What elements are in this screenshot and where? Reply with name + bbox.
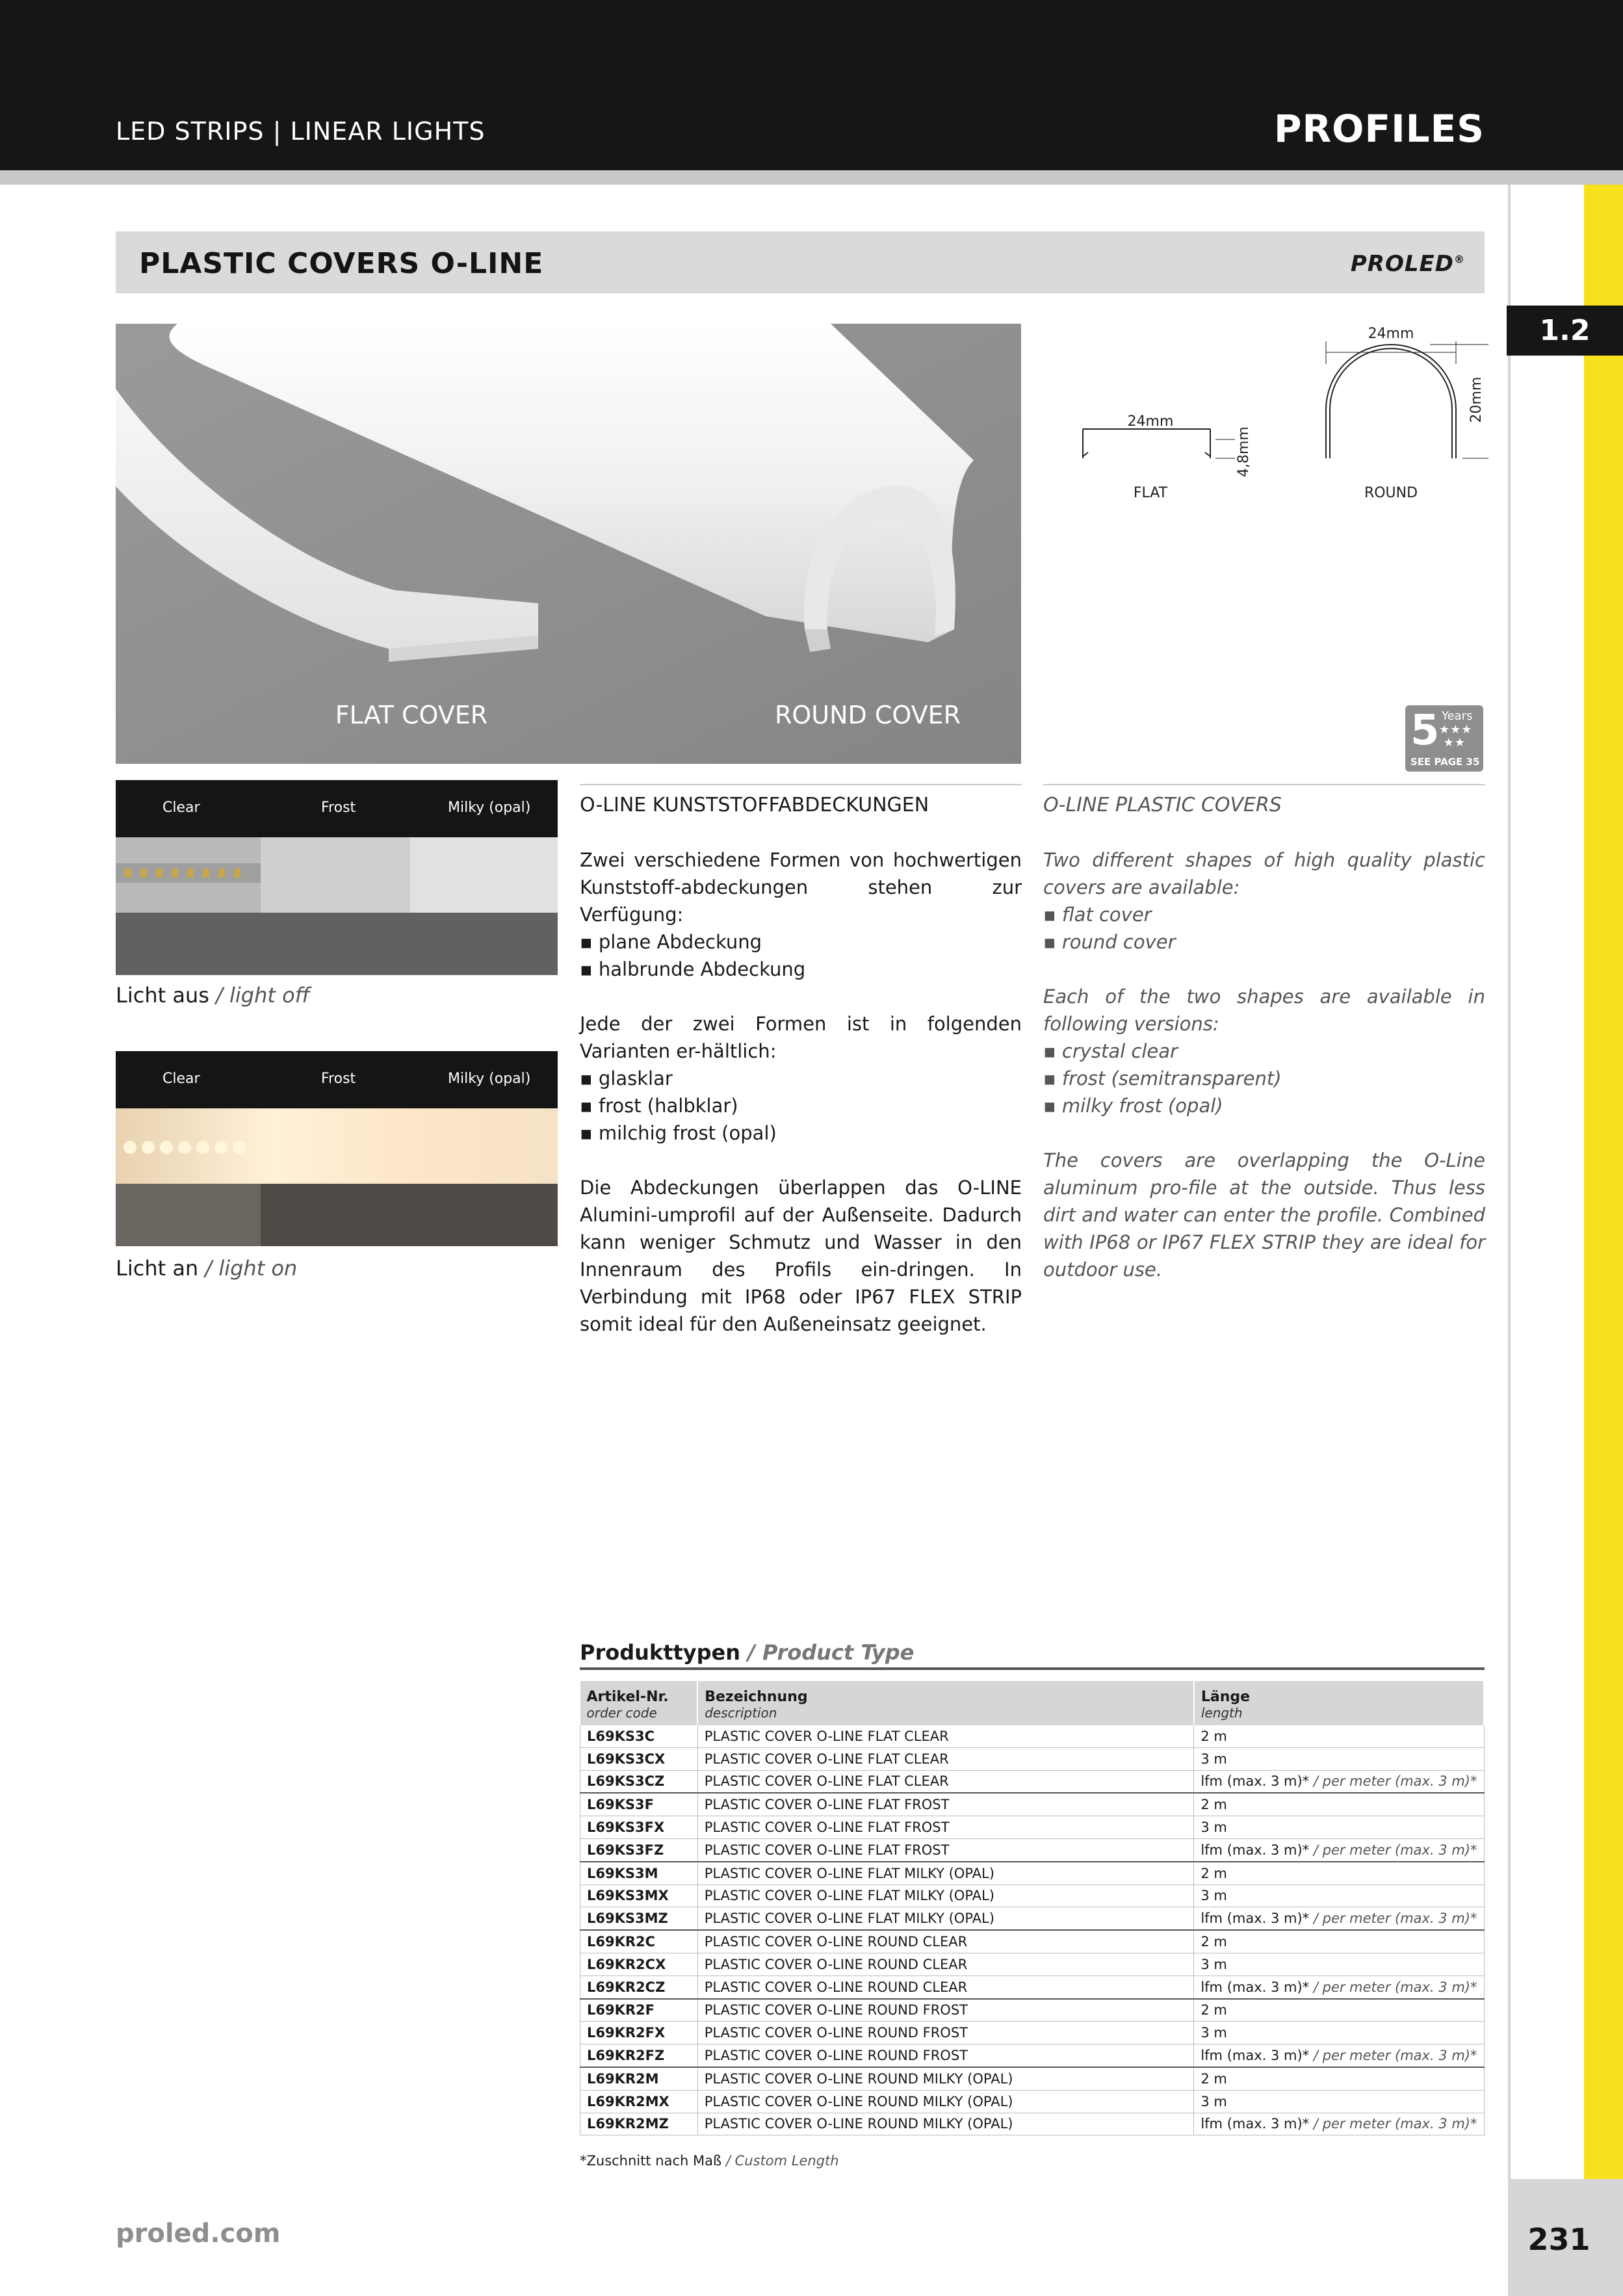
product-table bbox=[580, 1681, 1485, 2135]
english-shapes-list bbox=[1043, 901, 1485, 956]
english-paragraph-1: Two different shapes of high quality plastic covers are available: bbox=[1043, 849, 1485, 898]
sample-light-off bbox=[116, 780, 558, 975]
sample-light-off-photo bbox=[116, 837, 558, 975]
table-row bbox=[580, 2067, 1485, 2090]
list-item: ▪ milky frost (opal) bbox=[1043, 1092, 1485, 1119]
sample-light-on-photo bbox=[116, 1108, 558, 1246]
table-row bbox=[580, 2044, 1485, 2067]
warranty-badge bbox=[1405, 705, 1483, 772]
cell-order-code: L69KR2CX bbox=[580, 1953, 698, 1976]
list-item: ▪ halbrunde Abdeckung bbox=[580, 956, 1022, 983]
cell-order-code: L69KR2MZ bbox=[580, 2113, 698, 2135]
cell-length bbox=[1194, 1976, 1484, 1998]
light-on-caption-de: Licht an bbox=[116, 1256, 199, 1281]
header-sub: description bbox=[705, 1705, 777, 1721]
cell-description: PLASTIC COVER O-LINE ROUND CLEAR bbox=[697, 1976, 1194, 1998]
list-item: ▪ flat cover bbox=[1043, 901, 1485, 928]
cell-description: PLASTIC COVER O-LINE FLAT CLEAR bbox=[697, 1747, 1194, 1770]
cell-order-code: L69KR2FX bbox=[580, 2022, 698, 2044]
table-row bbox=[580, 1953, 1485, 1976]
cell-order-code: L69KR2F bbox=[580, 1999, 698, 2022]
length-value: 3 m bbox=[1201, 1820, 1227, 1836]
german-paragraph-1: Zwei verschiedene Formen von hochwertigen Kunststoff-abdeckungen stehen zur Verfügung: bbox=[580, 849, 1022, 926]
flat-cover-label: FLAT COVER bbox=[335, 701, 488, 729]
english-heading: O-LINE PLASTIC COVERS bbox=[1043, 794, 1282, 816]
list-item: ▪ crystal clear bbox=[1043, 1037, 1485, 1065]
cell-length bbox=[1194, 2113, 1484, 2135]
cell-length bbox=[1194, 1793, 1484, 1816]
list-item: ▪ round cover bbox=[1043, 928, 1485, 956]
english-variants-list bbox=[1043, 1037, 1485, 1119]
flat-height-label: 4,8mm bbox=[1236, 426, 1252, 477]
cell-length bbox=[1194, 1930, 1484, 1953]
cell-length bbox=[1194, 1838, 1484, 1861]
length-value-en: / per meter (max. 3 m)* bbox=[1313, 1842, 1477, 1858]
table-row bbox=[580, 1793, 1485, 1816]
length-value: 2 m bbox=[1201, 1728, 1227, 1744]
cell-length bbox=[1194, 1862, 1484, 1885]
cell-length bbox=[1194, 1907, 1484, 1930]
table-row bbox=[580, 1907, 1485, 1930]
product-image bbox=[116, 324, 1021, 764]
side-rail bbox=[1508, 185, 1511, 2296]
cell-description: PLASTIC COVER O-LINE FLAT MILKY (OPAL) bbox=[697, 1862, 1194, 1885]
table-row bbox=[580, 2022, 1485, 2044]
length-value: 2 m bbox=[1201, 1934, 1227, 1950]
cell-description: PLASTIC COVER O-LINE ROUND FROST bbox=[697, 1999, 1194, 2022]
round-width-label: 24mm bbox=[1368, 326, 1414, 342]
length-value: lfm (max. 3 m)* bbox=[1201, 1979, 1310, 1995]
table-header-row bbox=[580, 1681, 1485, 1725]
english-description bbox=[1043, 784, 1485, 1283]
cell-length bbox=[1194, 1999, 1484, 2022]
cell-order-code: L69KR2M bbox=[580, 2067, 698, 2090]
light-on-caption bbox=[116, 1256, 297, 1281]
cell-length bbox=[1194, 2044, 1484, 2067]
cell-order-code: L69KS3F bbox=[580, 1793, 698, 1816]
table-title bbox=[580, 1640, 914, 1665]
table-body bbox=[580, 1725, 1485, 2135]
brand-name: PROLED bbox=[1350, 251, 1454, 277]
length-value: 3 m bbox=[1201, 1751, 1227, 1767]
header-label: Bezeichnung bbox=[705, 1689, 808, 1705]
cell-description: PLASTIC COVER O-LINE FLAT FROST bbox=[697, 1838, 1194, 1861]
page-number: 231 bbox=[1527, 2222, 1591, 2257]
list-item: ▪ frost (halbklar) bbox=[580, 1092, 1022, 1119]
sample-col-clear: Clear bbox=[162, 1071, 200, 1087]
table-title-rule bbox=[580, 1667, 1485, 1670]
length-value: 2 m bbox=[1201, 1797, 1227, 1813]
length-value: lfm (max. 3 m)* bbox=[1201, 2048, 1310, 2064]
cell-length bbox=[1194, 1725, 1484, 1747]
cell-description: PLASTIC COVER O-LINE FLAT MILKY (OPAL) bbox=[697, 1907, 1194, 1930]
flat-width-label: 24mm bbox=[1127, 413, 1174, 430]
table-row bbox=[580, 1770, 1485, 1793]
header-strip bbox=[0, 170, 1623, 185]
cell-description: PLASTIC COVER O-LINE FLAT MILKY (OPAL) bbox=[697, 1885, 1194, 1907]
length-value: 3 m bbox=[1201, 1888, 1227, 1904]
sample-col-frost: Frost bbox=[321, 1071, 356, 1087]
cell-order-code: L69KS3M bbox=[580, 1862, 698, 1885]
cell-length bbox=[1194, 1885, 1484, 1907]
header-sub: order code bbox=[586, 1705, 657, 1721]
german-description bbox=[580, 784, 1022, 1338]
page-title: PLASTIC COVERS O-LINE bbox=[139, 247, 544, 280]
footer-url[interactable]: proled.com bbox=[116, 2219, 281, 2249]
header-description bbox=[697, 1681, 1194, 1725]
round-profile-drawing bbox=[1326, 341, 1488, 458]
cell-description: PLASTIC COVER O-LINE ROUND MILKY (OPAL) bbox=[697, 2090, 1194, 2113]
flat-profile-drawing bbox=[1083, 429, 1235, 458]
header-section: PROFILES bbox=[1273, 107, 1485, 151]
section-number-tab: 1.2 bbox=[1507, 306, 1623, 356]
cell-description: PLASTIC COVER O-LINE ROUND FROST bbox=[697, 2044, 1194, 2067]
cell-description: PLASTIC COVER O-LINE ROUND FROST bbox=[697, 2022, 1194, 2044]
table-footnote bbox=[580, 2153, 839, 2169]
cell-length bbox=[1194, 1747, 1484, 1770]
header-label: Länge bbox=[1201, 1689, 1251, 1705]
table-row bbox=[580, 1816, 1485, 1839]
table-title-en: / Product Type bbox=[747, 1640, 915, 1665]
cell-order-code: L69KS3CX bbox=[580, 1747, 698, 1770]
light-off-caption bbox=[116, 983, 310, 1008]
length-value: 2 m bbox=[1201, 2070, 1227, 2087]
english-paragraph-2: Each of the two shapes are available in following versions: bbox=[1043, 985, 1485, 1035]
light-off-caption-de: Licht aus bbox=[116, 983, 209, 1008]
cell-order-code: L69KS3CZ bbox=[580, 1770, 698, 1793]
length-value: 3 m bbox=[1201, 1956, 1227, 1972]
cell-order-code: L69KS3MX bbox=[580, 1885, 698, 1907]
length-value-en: / per meter (max. 3 m)* bbox=[1313, 2048, 1477, 2064]
length-value: 2 m bbox=[1201, 1865, 1227, 1881]
cell-length bbox=[1194, 1953, 1484, 1976]
brand-logo bbox=[1351, 251, 1465, 277]
cell-order-code: L69KS3MZ bbox=[580, 1907, 698, 1930]
table-row bbox=[580, 2113, 1485, 2135]
cell-description: PLASTIC COVER O-LINE ROUND CLEAR bbox=[697, 1930, 1194, 1953]
cell-length bbox=[1194, 1770, 1484, 1793]
cell-order-code: L69KS3FX bbox=[580, 1816, 698, 1839]
product-photo-illustration bbox=[116, 324, 1021, 764]
sample-col-milky: Milky (opal) bbox=[448, 800, 531, 816]
length-value: lfm (max. 3 m)* bbox=[1201, 2116, 1310, 2132]
warranty-years-label: Years bbox=[1442, 709, 1473, 723]
list-item: ▪ plane Abdeckung bbox=[580, 928, 1022, 956]
list-item: ▪ frost (semitransparent) bbox=[1043, 1065, 1485, 1092]
light-off-caption-en: / light off bbox=[216, 983, 310, 1008]
footnote-de: *Zuschnitt nach Maß bbox=[580, 2153, 722, 2169]
cell-length bbox=[1194, 2067, 1484, 2090]
round-profile-label: ROUND bbox=[1364, 485, 1418, 501]
cell-order-code: L69KR2FZ bbox=[580, 2044, 698, 2067]
german-heading: O-LINE KUNSTSTOFFABDECKUNGEN bbox=[580, 794, 929, 816]
cell-description: PLASTIC COVER O-LINE FLAT FROST bbox=[697, 1793, 1194, 1816]
table-title-de: Produkttypen bbox=[580, 1640, 741, 1665]
table-row bbox=[580, 2090, 1485, 2113]
light-on-caption-en: / light on bbox=[205, 1256, 298, 1281]
german-paragraph-2: Jede der zwei Formen ist in folgenden Varianten er-hältlich: bbox=[580, 1013, 1022, 1062]
cell-order-code: L69KR2MX bbox=[580, 2090, 698, 2113]
length-value: lfm (max. 3 m)* bbox=[1201, 1773, 1310, 1790]
warranty-see-page: SEE PAGE 35 bbox=[1410, 756, 1480, 768]
warranty-stars-icon: ★★★ ★★ bbox=[1439, 723, 1473, 750]
cell-description: PLASTIC COVER O-LINE ROUND CLEAR bbox=[697, 1953, 1194, 1976]
sample-light-on bbox=[116, 1051, 558, 1246]
header-label: Artikel-Nr. bbox=[586, 1689, 669, 1705]
length-value-en: / per meter (max. 3 m)* bbox=[1313, 2116, 1477, 2132]
length-value: 2 m bbox=[1201, 2002, 1227, 2018]
length-value: lfm (max. 3 m)* bbox=[1201, 1842, 1310, 1858]
cell-description: PLASTIC COVER O-LINE FLAT CLEAR bbox=[697, 1770, 1194, 1793]
sample-col-frost: Frost bbox=[321, 800, 356, 816]
footnote-en: / Custom Length bbox=[725, 2153, 839, 2169]
cell-order-code: L69KR2C bbox=[580, 1930, 698, 1953]
sample-col-milky: Milky (opal) bbox=[448, 1071, 531, 1087]
cell-length bbox=[1194, 1816, 1484, 1839]
table-row bbox=[580, 1725, 1485, 1747]
sample-header bbox=[116, 1051, 558, 1108]
round-height-label: 20mm bbox=[1468, 376, 1485, 423]
table-row bbox=[580, 1999, 1485, 2022]
german-paragraph-3: Die Abdeckungen überlappen das O-LINE Alumini-umprofil auf der Außenseite. Dadurch kann weniger Schmutz und Wasser in den Innenraum des Profils ein-dringen. In Verbindung mit IP68 oder IP67 FLEX STRIP somit ideal für den Außeneinsatz geeignet. bbox=[580, 1177, 1022, 1335]
cell-order-code: L69KR2CZ bbox=[580, 1976, 698, 1998]
length-value-en: / per meter (max. 3 m)* bbox=[1313, 1979, 1477, 1995]
table-row bbox=[580, 1930, 1485, 1953]
header-length bbox=[1194, 1681, 1484, 1725]
cell-description: PLASTIC COVER O-LINE ROUND MILKY (OPAL) bbox=[697, 2067, 1194, 2090]
sample-header bbox=[116, 780, 558, 837]
header-category: LED STRIPS | LINEAR LIGHTS bbox=[116, 117, 486, 146]
cross-section-drawings bbox=[1040, 319, 1495, 514]
german-shapes-list bbox=[580, 928, 1022, 983]
cell-description: PLASTIC COVER O-LINE ROUND MILKY (OPAL) bbox=[697, 2113, 1194, 2135]
header-sub: length bbox=[1201, 1705, 1243, 1721]
round-cover-label: ROUND COVER bbox=[774, 701, 961, 729]
english-paragraph-3: The covers are overlapping the O-Line aluminum pro-file at the outside. Thus less dirt and water can enter the profile. Combined with IP68 or IP67 FLEX STRIP they are ideal for outdoor use. bbox=[1043, 1149, 1485, 1281]
sample-col-clear: Clear bbox=[162, 800, 200, 816]
length-value-en: / per meter (max. 3 m)* bbox=[1313, 1911, 1477, 1927]
side-accent-bar bbox=[1584, 185, 1623, 2179]
cell-order-code: L69KS3FZ bbox=[580, 1838, 698, 1861]
table-row bbox=[580, 1747, 1485, 1770]
length-value: 3 m bbox=[1201, 2025, 1227, 2041]
table-row bbox=[580, 1976, 1485, 1998]
list-item: ▪ glasklar bbox=[580, 1065, 1022, 1092]
length-value: 3 m bbox=[1201, 2093, 1227, 2109]
table-row bbox=[580, 1838, 1485, 1861]
list-item: ▪ milchig frost (opal) bbox=[580, 1119, 1022, 1147]
header-order-code bbox=[580, 1681, 698, 1725]
cell-length bbox=[1194, 2022, 1484, 2044]
cell-description: PLASTIC COVER O-LINE FLAT FROST bbox=[697, 1816, 1194, 1839]
warranty-years-number: 5 bbox=[1410, 707, 1440, 755]
dimension-drawings bbox=[1040, 319, 1495, 514]
german-variants-list bbox=[580, 1065, 1022, 1147]
table-row bbox=[580, 1885, 1485, 1907]
table-row bbox=[580, 1862, 1485, 1885]
cell-length bbox=[1194, 2090, 1484, 2113]
length-value: lfm (max. 3 m)* bbox=[1201, 1911, 1310, 1927]
cell-description: PLASTIC COVER O-LINE FLAT CLEAR bbox=[697, 1725, 1194, 1747]
cell-order-code: L69KS3C bbox=[580, 1725, 698, 1747]
length-value-en: / per meter (max. 3 m)* bbox=[1313, 1773, 1477, 1790]
flat-profile-label: FLAT bbox=[1133, 485, 1168, 501]
title-bar bbox=[116, 231, 1485, 293]
brand-registered-mark: ® bbox=[1454, 253, 1465, 266]
